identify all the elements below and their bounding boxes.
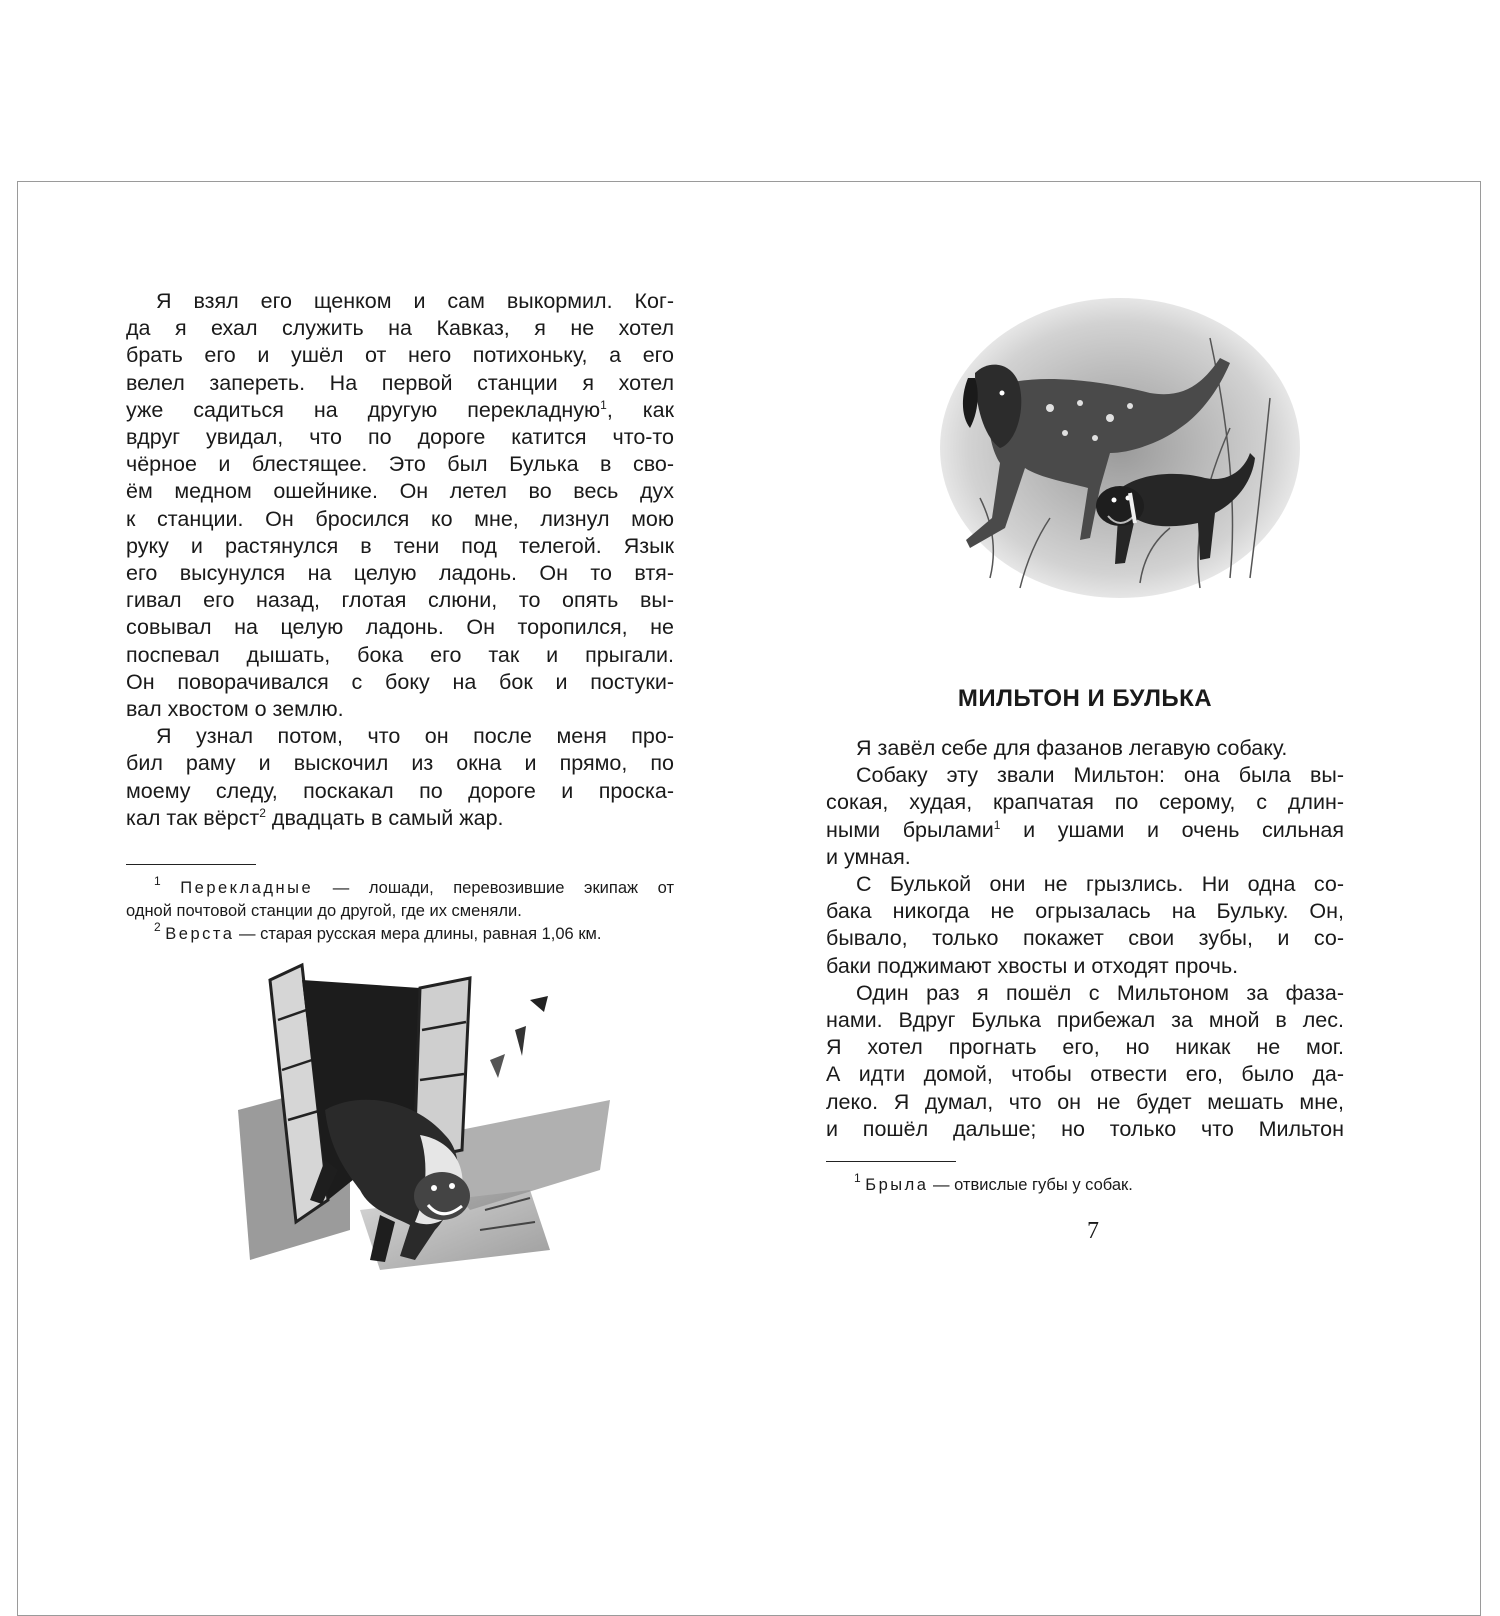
line-with-footnote-1: уже садиться на другую перекладную$^1$, как [126,397,674,422]
footnote-divider-right [826,1161,956,1162]
chapter-title: МИЛЬТОН И БУЛЬКА [957,685,1213,712]
right-paragraph-3: С Булькой они не грызлись. Ни одна со- бака никогда не огрызалась на Бульку. Он, бывало, только покажет свои зубы, и со- баки поджимают хвосты и отходят прочь. [826,872,1344,978]
right-page [826,300,1344,1197]
footnote-ref: 1 [993,817,1001,832]
footnote-divider [126,864,256,865]
right-paragraph-1: Я завёл себе для фазанов легавую собаку. [856,736,1288,760]
right-paragraph-4: Один раз я пошёл с Мильтоном за фаза- нами. Вдруг Булька прибежал за мной в лес. Я хотел прогнать его, но никак не мог. А идти домой, чтобы отвести его, было да- леко. Я думал, что он не будет мешать мне, и пошёл дальше; но только что Мильтон [826,980,1344,1141]
footnote-brylа: $^1$ Брыла — отвислые губы у собак. [854,1171,1133,1195]
left-page [126,288,674,946]
left-paragraph-2: Я узнал потом, что он после меня про- бил раму и выскочил из окна и прямо, по моему следу, поскакал по дороге и проска- кал так вёрст$^2$ двадцать в самый жар. [126,723,674,832]
illustration-dog-jumping-window [230,960,620,1280]
line-with-footnote-2: кал так вёрст$^2$ двадцать в самый жар. [126,805,504,830]
footnote-ref-2: 2 [259,805,266,820]
line-with-footnote: ными брылами$^1$ и ушами и очень сильная [826,817,1344,842]
page-number: 7 [1087,1218,1099,1244]
right-paragraph-2: Собаку эту звали Мильтон: она была вы- сокая, худая, крапчатая по серому, с длин- ными брылами$^1$ и ушами и очень сильная и умная. [826,763,1344,869]
footnote-2: $^2$ Верста — старая русская мера длины, равная 1,06 км. [154,920,602,944]
left-paragraph-1: Я взял его щенком и сам выкормил. Ког- да я ехал служить на Кавказ, я не хотел брать его и ушёл от него потихоньку, а его велел запереть. На первой станции я хотел уже садиться на другую перекладную$^1$, как вдруг увидал, что по дороге катится что-то чёрное и блестящее. Это был Булька в сво- ём медном ошейнике. Он летел во весь дух к станции. Он бросился ко мне, лизнул мою руку и растянулся в тени под телегой. Язык его высунулся на целую ладонь. Он то втя- гивал его назад, глотая слюни, то опять вы- совывал на целую ладонь. Он торопился, не поспевал дышать, бока его так и прыгали. Он поворачивался с боку на бок и постуки- вал хвостом о землю. [126,289,674,722]
footnote-1: $^1$ Перекладные — лошади, перевозившие экипаж от одной почтовой станции до другой, где их сменяли. [126,874,674,921]
footnote-ref-1: 1 [600,397,607,412]
